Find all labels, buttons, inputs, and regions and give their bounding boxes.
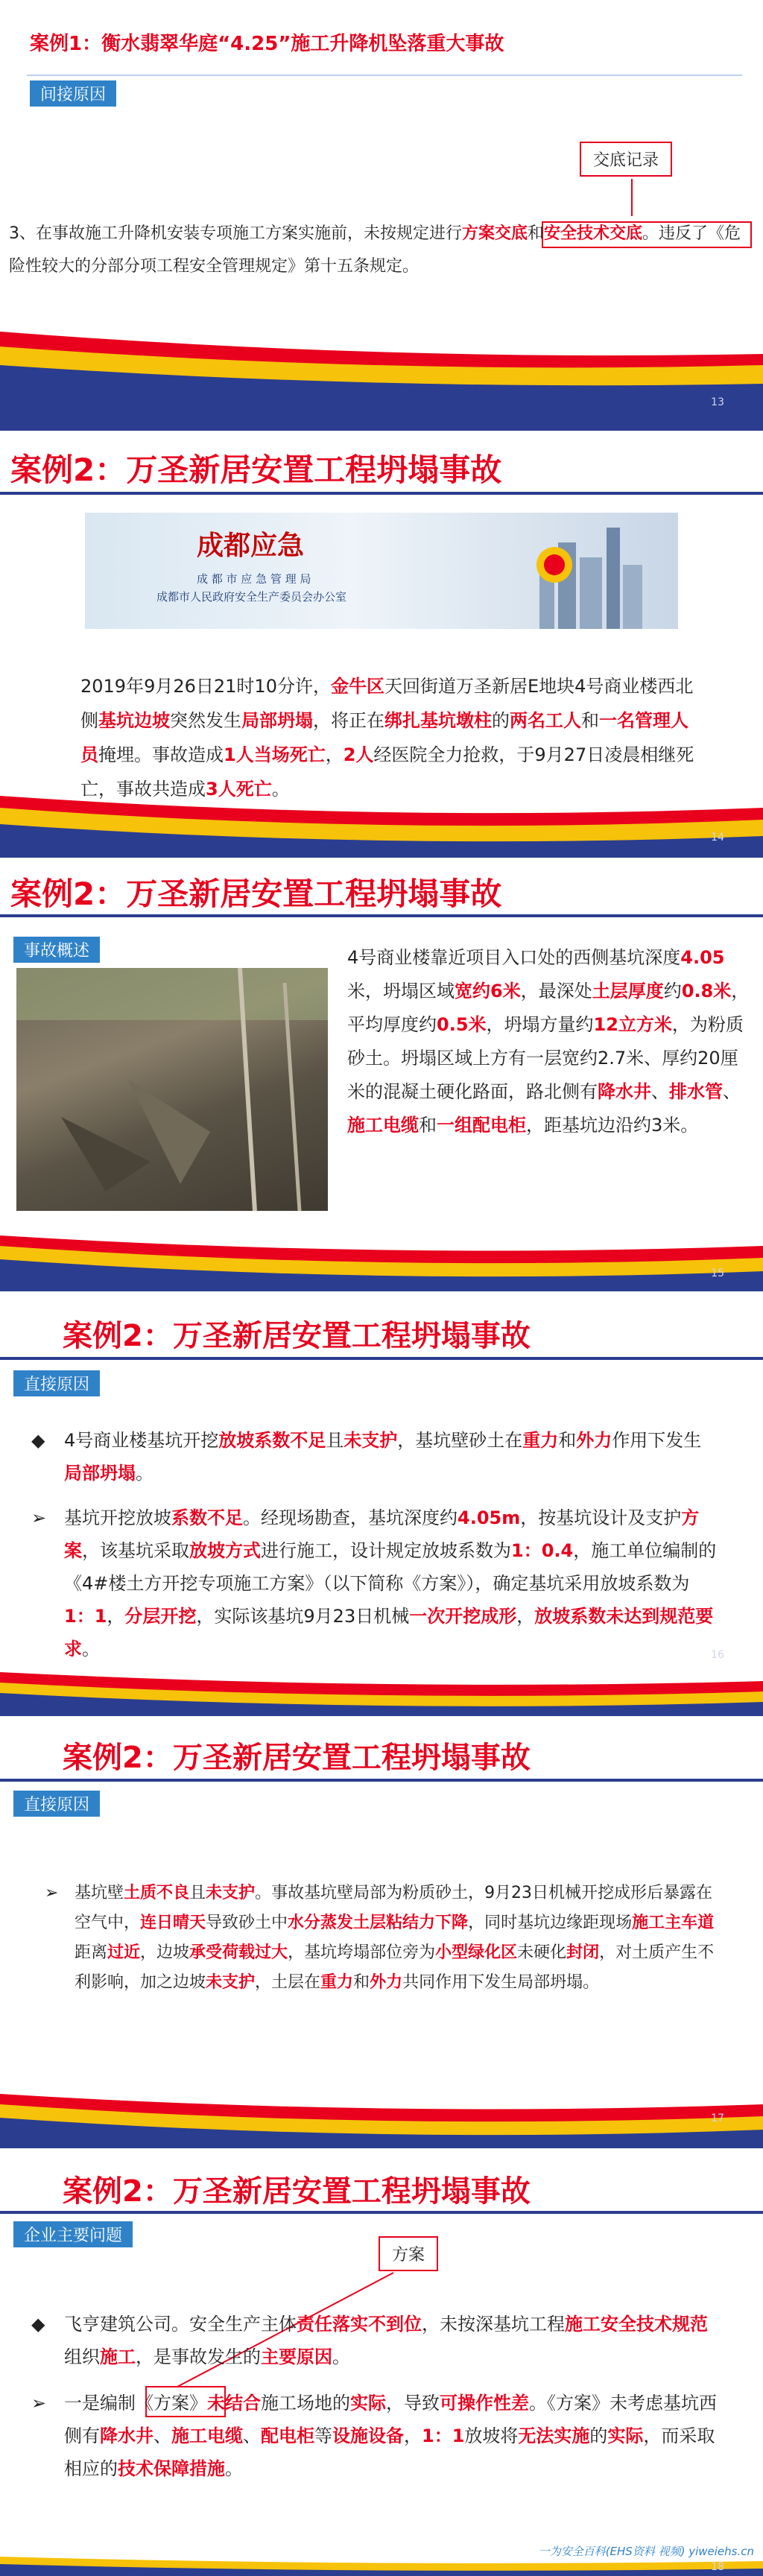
- slide-title: 案例2：万圣新居安置工程坍塌事故: [63, 1741, 531, 1775]
- paragraph: 3、在事故施工升降机安装专项施工方案实施前，未按规定进行方案交底和安全技术交底。违反了《危险性较大的分部分项工程安全管理规定》第十五条规定。: [9, 224, 741, 276]
- arrow-bullet-icon: ➢: [31, 2393, 47, 2414]
- paragraph: 4号商业楼靠近项目入口处的西侧基坑深度4.05米，坍塌区域宽约6米，最深处土层厚度约0.8米，平均厚度约0.5米，坍塌方量约12立方米，为粉质砂土。坍塌区域上方有一层宽约2.7米、厚约20厘米的混凝土硬化路面，路北侧有降水井、排水管、施工电缆和一组配电柜，距基坑边沿约3米。: [347, 947, 750, 1136]
- section-tag: 间接原因: [30, 80, 116, 107]
- section-tag: 企业主要问题: [13, 2221, 133, 2247]
- title-underline: [0, 914, 763, 917]
- section-tag: 事故概述: [13, 937, 100, 963]
- callout-box: 交底记录: [580, 142, 672, 177]
- footer-swoosh: [0, 2554, 763, 2576]
- slide-title: 案例1：衡水翡翠华庭“4.25”施工升降机坠落重大事故: [30, 33, 504, 55]
- arrow-bullet-icon: ➢: [31, 1507, 47, 1528]
- title-underline: [0, 492, 763, 495]
- bullet-1: ◆ 4号商业楼基坑开挖放坡系数不足且未支护，基坑壁砂土在重力和外力作用下发生局部坍塌。: [31, 1424, 717, 1490]
- page-number: 14: [711, 832, 724, 844]
- diamond-bullet-icon: ◆: [31, 2314, 45, 2335]
- slide-title: 案例2：万圣新居安置工程坍塌事故: [63, 2174, 531, 2209]
- banner-logo: 成都应急: [197, 530, 305, 561]
- footer-swoosh: [0, 788, 763, 855]
- footer-swoosh: [0, 2086, 763, 2146]
- slide-separator: [0, 428, 763, 431]
- slide-title: 案例2：万圣新居安置工程坍塌事故: [10, 876, 502, 912]
- bullet-1: ➢ 基坑壁土质不良且未支护。事故基坑壁局部为粉质砂土，9月23日机械开挖成形后暴露在空气中，连日晴天导致砂土中水分蒸发土层粘结力下降，同时基坑边缘距现场施工主车道距离过近，边坡承受荷载过大，基坑垮塌部位旁为小型绿化区未硬化封闭，对土质产生不利影响，加之边坡未支护，土层在重力和外力共同作用下发生局部坍塌。: [45, 1879, 715, 1998]
- footer-swoosh: [0, 332, 763, 428]
- slide-6: [0, 2150, 763, 2576]
- emblem-icon: [532, 542, 577, 587]
- title-underline: [0, 1357, 763, 1360]
- paragraph: 2019年9月26日21时10分许，金牛区天回街道万圣新居E地块4号商业楼西北侧基坑边坡突然发生局部坍塌，将正在绑扎基坑墩柱的两名工人和一名管理人员掩埋。事故造成1人当场死亡，2人经医院全力抢救，于9月27日凌晨相继死亡，事故共造成3人死亡。: [80, 676, 694, 800]
- bullet-1: ◆ 飞亨建筑公司。安全生产主体责任落实不到位，未按深基坑工程施工安全技术规范组织施工，是事故发生的主要原因。: [31, 2308, 717, 2373]
- bullet-2: ➢ 一是编制《方案》未结合施工场地的实际，导致可操作性差。《方案》未考虑基坑西侧有降水井、施工电缆、配电柜等设施设备，1：1放坡将无法实施的实际，而采取相应的技术保障措施。: [31, 2387, 717, 2485]
- page-number: 13: [711, 396, 724, 408]
- slide-separator: [0, 2146, 763, 2148]
- page-number: 18: [711, 2561, 724, 2573]
- section-tag: 直接原因: [13, 1370, 100, 1396]
- footer-swoosh: [0, 1230, 763, 1289]
- slide-1: [0, 0, 763, 428]
- slide-title: 案例2：万圣新居安置工程坍塌事故: [10, 452, 502, 488]
- slide-5: [0, 1718, 763, 2146]
- slide-separator: [0, 1714, 763, 1716]
- slide-4: [0, 1293, 763, 1714]
- page-number: 16: [711, 1649, 724, 1661]
- footer-watermark: 一为安全百科(EHS资料 视频) yiweiehs.cn: [538, 2545, 754, 2558]
- slide-3: [0, 859, 763, 1289]
- slide-2: [0, 432, 763, 855]
- banner-line-1: 成 都 市 应 急 管 理 局: [197, 572, 311, 586]
- banner-line-2: 成都市人民政府安全生产委员会办公室: [156, 590, 347, 604]
- diamond-bullet-icon: ◆: [31, 1430, 45, 1451]
- accident-photo: [16, 968, 328, 1211]
- slide-title: 案例2：万圣新居安置工程坍塌事故: [63, 1319, 531, 1353]
- page-number: 15: [711, 1268, 724, 1279]
- footer-swoosh: [0, 1669, 763, 1714]
- bullet-2: ➢ 基坑开挖放坡系数不足。经现场勘查，基坑深度约4.05m，按基坑设计及支护方案，该基坑采取放坡方式进行施工，设计规定放坡系数为1：0.4，施工单位编制的《4#楼土方开挖专项施工方案》（以下简称《方案》），确定基坑采用放坡系数为1：1，分层开挖，实际该基坑9月23日机械一次开挖成形，放坡系数未达到规范要求。: [31, 1501, 717, 1665]
- slide-separator: [0, 1289, 763, 1291]
- banner-image: [85, 513, 678, 629]
- page-number: 17: [711, 2113, 724, 2124]
- slide-separator: [0, 855, 763, 858]
- section-tag: 直接原因: [13, 1791, 100, 1817]
- arrow-bullet-icon: ➢: [45, 1884, 59, 1902]
- title-underline: [0, 1779, 763, 1782]
- callout-box: 方案: [379, 2236, 438, 2271]
